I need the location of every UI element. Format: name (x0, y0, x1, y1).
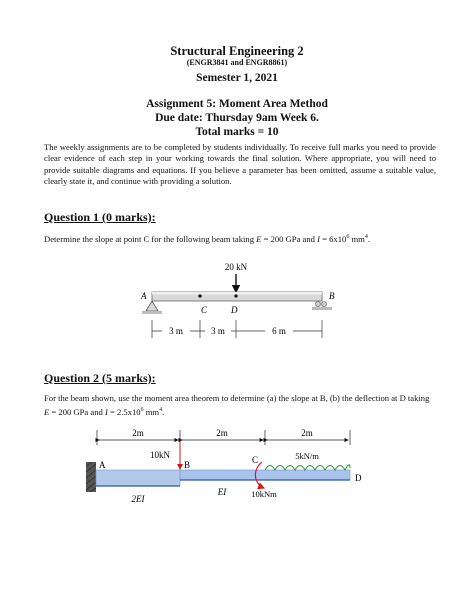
fig2-moment-label: 10kNm (251, 489, 277, 499)
fig2-dim-1: 2m (132, 428, 144, 438)
fig1-pin-support (146, 301, 158, 311)
fig1-label-c: C (201, 305, 208, 315)
fig2-label-d: D (355, 473, 362, 483)
fig2-label-b: B (184, 460, 191, 470)
fig2-label-c: C (252, 455, 259, 465)
fig2-beam-segment-ab (96, 470, 180, 486)
due-date: Due date: Thursday 9am Week 6. (155, 112, 319, 124)
fig1-pin-base (142, 311, 162, 314)
figure-1 (140, 262, 335, 338)
fig2-dist-load-label: 5kN/m (295, 451, 319, 461)
fig1-point-c-dot (198, 294, 201, 297)
semester: Semester 1, 2021 (196, 72, 278, 84)
question-1-text: Determine the slope at point C for the following beam taking E = 200 GPa and $I = 6x10^6$ $mm^4$. (44, 233, 371, 244)
assignment-title: Assignment 5: Moment Area Method (146, 98, 328, 110)
fig1-roller-base (312, 307, 332, 310)
question-2-text: For the beam shown, use the moment area theorem to determine (a) the slope at B, (b) the deflection at D taking E = 200 GPa and $I = 2.5x10^6$ $mm^4$. (44, 393, 430, 417)
figure-2 (86, 428, 362, 504)
fig2-label-a: A (99, 460, 106, 470)
fig1-label-b: B (329, 291, 335, 301)
fig1-load-label: 20 kN (224, 262, 248, 272)
fig1-label-d: D (231, 305, 238, 315)
fig2-dim-3: 2m (301, 428, 313, 438)
fig1-roller-1 (316, 302, 321, 307)
fig2-label-2ei: 2EI (131, 494, 145, 504)
intro-paragraph: The weekly assignments are to be completed by students individually. To receive full marks you need to provide clear evidence of each step in your working towards the final solution. Where appropriate, you will need to provide suitable diagrams and equations. If you believe a parameter has been omitted, assume a suitable value, clearly state it, and continue with providing a solution. (44, 142, 436, 187)
fig2-load-label: 10kN (150, 450, 170, 460)
course-codes: (ENGR3841 and ENGR8861) (186, 58, 288, 67)
question-2-heading: Question 2 (5 marks): (44, 371, 156, 385)
fig1-roller-2 (322, 302, 327, 307)
fig1-dim-1: 3 m (169, 326, 183, 336)
course-title: Structural Engineering 2 (170, 44, 304, 58)
fig2-beam-segment-bd (180, 470, 350, 480)
fig1-dim-3: 6 m (272, 326, 286, 336)
question-1-heading: Question 1 (0 marks): (44, 210, 156, 224)
total-marks: Total marks = 10 (195, 126, 279, 138)
fig2-dim-2: 2m (216, 428, 228, 438)
fig1-beam-highlight (152, 292, 322, 295)
fig1-dim-2: 3 m (211, 326, 225, 336)
fig1-point-d-dot (234, 294, 237, 297)
fig1-label-a: A (141, 291, 147, 301)
fig2-label-ei: EI (217, 487, 227, 497)
fig2-distributed-load (265, 465, 350, 470)
